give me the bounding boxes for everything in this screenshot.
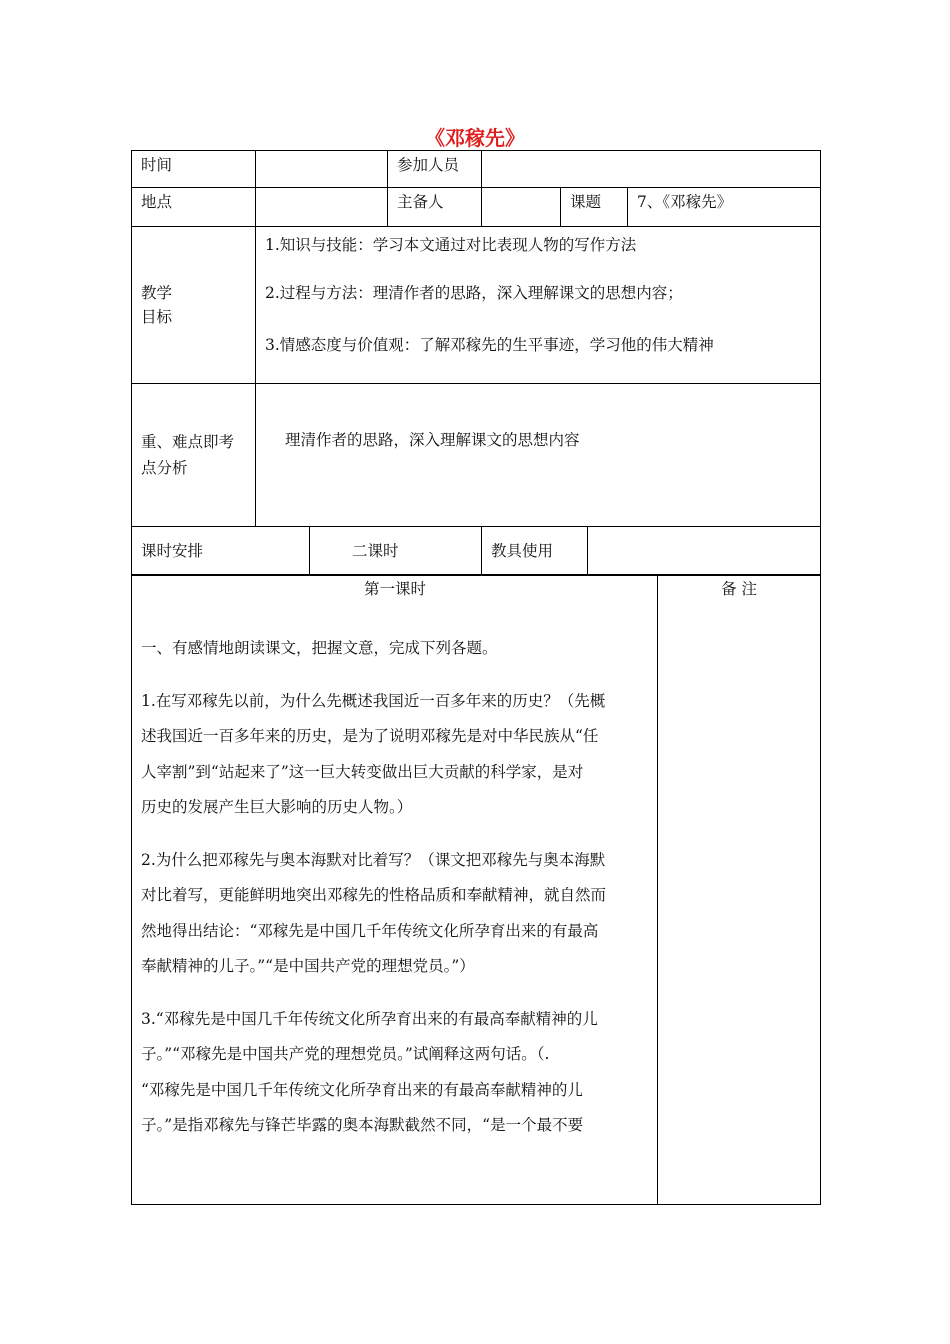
question-1-line: 1.在写邓稼先以前，为什么先概述我国近一百多年来的历史？（先概 (141, 691, 606, 710)
objectives-label (132, 227, 256, 384)
topic-value: 7、《邓稼先》 (628, 188, 821, 227)
preparer-label: 主备人 (388, 188, 482, 227)
lesson-content-table (131, 574, 821, 1205)
preparer-value (482, 188, 561, 227)
question-3-line: 3.“邓稼先是中国几千年传统文化所孕育出来的有最高奉献精神的儿 (141, 1009, 598, 1028)
key-points-text: 理清作者的思路，深入理解课文的思想内容 (285, 431, 580, 449)
objectives-content (256, 227, 821, 384)
lesson-main-cell (132, 575, 658, 1205)
question-3-line: 子。”是指邓稼先与锋芒毕露的奥本海默截然不同，“是一个最不要 (141, 1116, 584, 1134)
objective-item: 3.情感态度与价值观：了解邓稼先的生平事迹，学习他的伟大精神 (265, 336, 714, 354)
tools-label: 教具使用 (482, 527, 588, 576)
question-1-line: 人宰割”到“站起来了”这一巨大转变做出巨大贡献的科学家，是对 (141, 762, 584, 781)
remarks-column (658, 575, 821, 1205)
place-value (256, 188, 388, 227)
time-label: 时间 (132, 151, 256, 188)
objective-item: 1.知识与技能：学习本文通过对比表现人物的写作方法 (265, 236, 637, 254)
remarks-label: 备 注 (721, 580, 757, 598)
key-points-label (132, 384, 256, 527)
question-2-line: 然地得出结论：“邓稼先是中国几千年传统文化所孕育出来的有最高 (141, 921, 599, 940)
question-1-line: 述我国近一百多年来的历史，是为了说明邓稼先是对中华民族从“任 (141, 727, 599, 745)
key-points-content (256, 384, 821, 527)
page-title: 《邓稼先》 (425, 126, 525, 150)
participants-value (482, 151, 821, 188)
objectives-label-line2: 目标 (141, 308, 173, 326)
section-title: 一、有感情地朗读课文，把握文意，完成下列各题。 (141, 639, 498, 657)
question-2-line: 奉献精神的儿子。”“是中国共产党的理想党员。”） (141, 957, 475, 975)
schedule-table (131, 526, 821, 576)
tools-value (588, 527, 821, 576)
key-points-label-line2: 点分析 (141, 459, 188, 477)
place-label: 地点 (132, 188, 256, 227)
lesson-info-table (131, 150, 821, 527)
schedule-value: 二课时 (310, 527, 482, 576)
lesson-heading: 第一课时 (363, 580, 426, 598)
schedule-label: 课时安排 (132, 527, 310, 576)
participants-label: 参加人员 (388, 151, 482, 188)
key-points-label-line1: 重、难点即考 (141, 433, 235, 451)
question-2-line: 对比着写，更能鲜明地突出邓稼先的性格品质和奉献精神，就自然而 (141, 886, 607, 904)
question-1-line: 历史的发展产生巨大影响的历史人物。） (141, 798, 413, 816)
question-2-line: 2.为什么把邓稼先与奥本海默对比着写？（课文把邓稼先与奥本海默 (141, 850, 606, 869)
topic-label: 课题 (561, 188, 628, 227)
objective-item: 2.过程与方法：理清作者的思路，深入理解课文的思想内容； (265, 284, 683, 302)
objectives-label-line1: 教学 (141, 284, 173, 302)
question-3-line: “邓稼先是中国几千年传统文化所孕育出来的有最高奉献精神的儿 (141, 1080, 583, 1099)
time-value (256, 151, 388, 188)
question-3-line: 子。”“邓稼先是中国共产党的理想党员。”试阐释这两句话。（. (141, 1045, 550, 1063)
